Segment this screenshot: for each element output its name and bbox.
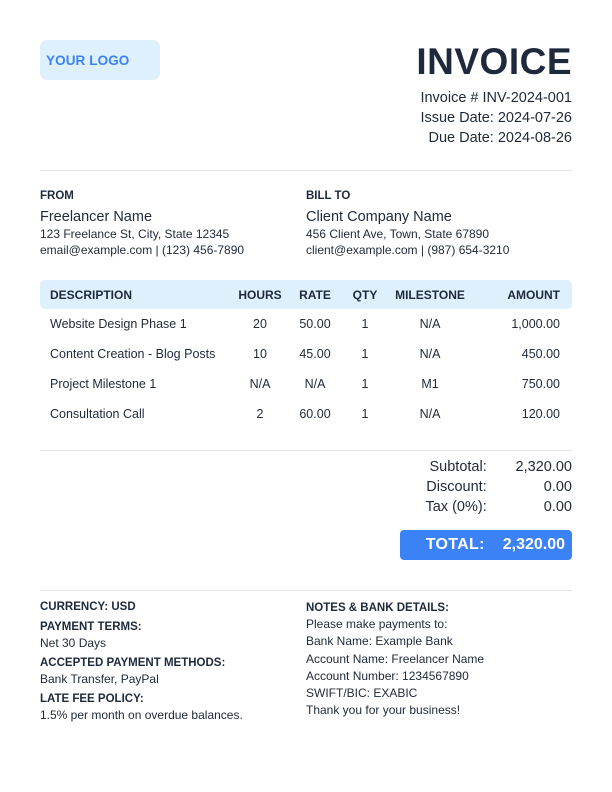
cell-description: Website Design Phase 1: [50, 317, 187, 331]
account-number: Account Number: 1234567890: [306, 668, 469, 683]
cell-rate: 50.00: [299, 317, 331, 331]
cell-description: Project Milestone 1: [50, 377, 157, 391]
discount-row: [392, 477, 572, 497]
cell-milestone: M1: [421, 377, 439, 391]
cell-hours: N/A: [249, 377, 271, 391]
payment-terms-value: Net 30 Days: [40, 636, 107, 650]
cell-description: Content Creation - Blog Posts: [50, 347, 216, 361]
table-row: [40, 369, 572, 399]
currency: CURRENCY: USD: [40, 601, 136, 613]
total-value: 2,320.00: [502, 536, 565, 553]
cell-rate: 60.00: [299, 407, 331, 421]
discount-value: 0.00: [543, 479, 572, 495]
cell-amount: 450.00: [521, 347, 560, 361]
tax-label: Tax (0%):: [425, 499, 487, 515]
late-fee-value: 1.5% per month on overdue balances.: [40, 708, 243, 722]
from-address: 123 Freelance St, City, State 12345: [40, 227, 230, 241]
due-date: Due Date: 2024-08-26: [428, 130, 572, 146]
invoice-title: INVOICE: [416, 41, 572, 82]
cell-milestone: N/A: [419, 317, 441, 331]
cell-qty: 1: [361, 347, 369, 361]
header-amount: AMOUNT: [507, 287, 560, 302]
invoice-meta: [420, 88, 572, 148]
payment-methods-label: ACCEPTED PAYMENT METHODS:: [40, 657, 226, 669]
table-row: [40, 309, 572, 339]
totals-section: [392, 457, 572, 517]
header-description: DESCRIPTION: [50, 287, 133, 302]
payment-terms-label: PAYMENT TERMS:: [40, 621, 142, 633]
header-hours: HOURS: [238, 287, 282, 302]
from-section: [40, 188, 300, 258]
cell-amount: 120.00: [521, 407, 560, 421]
bank-name: Bank Name: Example Bank: [306, 634, 453, 649]
divider: [40, 590, 572, 591]
bill-to-address: 456 Client Ave, Town, State 67890: [306, 227, 490, 241]
cell-hours: 2: [256, 407, 264, 421]
cell-description: Consultation Call: [50, 407, 145, 421]
notes-line: Please make payments to:: [306, 617, 448, 631]
line-items-table: [40, 280, 572, 429]
discount-label: Discount:: [426, 479, 487, 495]
invoice-number: Invoice # INV-2024-001: [420, 90, 572, 106]
divider: [40, 170, 572, 171]
cell-milestone: N/A: [419, 347, 441, 361]
tax-value: 0.00: [543, 499, 572, 515]
notes-label: NOTES & BANK DETAILS:: [306, 602, 449, 614]
subtotal-row: [392, 457, 572, 477]
bill-to-label: BILL TO: [306, 190, 351, 202]
from-name: Freelancer Name: [40, 209, 153, 225]
total-label: TOTAL:: [425, 536, 485, 553]
header-milestone: MILESTONE: [395, 287, 465, 302]
cell-hours: 20: [253, 317, 267, 331]
thank-you-note: Thank you for your business!: [306, 703, 461, 718]
notes-bank-details: [306, 600, 572, 720]
cell-hours: 10: [253, 347, 267, 361]
logo-text: YOUR LOGO: [46, 52, 130, 68]
cell-amount: 1,000.00: [511, 317, 560, 331]
grand-total-box: [400, 530, 572, 560]
subtotal-value: 2,320.00: [515, 459, 572, 475]
divider: [40, 450, 572, 451]
cell-qty: 1: [361, 377, 369, 391]
table-row: [40, 339, 572, 369]
payment-methods-value: Bank Transfer, PayPal: [40, 672, 159, 686]
swift-bic: SWIFT/BIC: EXABIC: [306, 686, 418, 701]
subtotal-label: Subtotal:: [429, 459, 487, 475]
from-label: FROM: [40, 190, 74, 202]
cell-milestone: N/A: [419, 407, 441, 421]
from-contact: email@example.com | (123) 456-7890: [40, 243, 245, 257]
table-header: [40, 280, 572, 309]
bill-to-contact: client@example.com | (987) 654-3210: [306, 243, 510, 257]
bill-to-name: Client Company Name: [306, 209, 452, 225]
header-qty: QTY: [352, 287, 378, 302]
logo-placeholder: [40, 40, 160, 80]
late-fee-label: LATE FEE POLICY:: [40, 693, 144, 705]
cell-rate: N/A: [304, 377, 326, 391]
bill-to-section: [306, 188, 566, 258]
header-rate: RATE: [299, 287, 331, 302]
cell-qty: 1: [361, 407, 369, 421]
table-row: [40, 399, 572, 429]
tax-row: [392, 497, 572, 517]
cell-amount: 750.00: [521, 377, 560, 391]
cell-qty: 1: [361, 317, 369, 331]
account-name: Account Name: Freelancer Name: [306, 651, 485, 666]
cell-rate: 45.00: [299, 347, 331, 361]
issue-date: Issue Date: 2024-07-26: [420, 110, 572, 126]
payment-info: [40, 599, 300, 723]
